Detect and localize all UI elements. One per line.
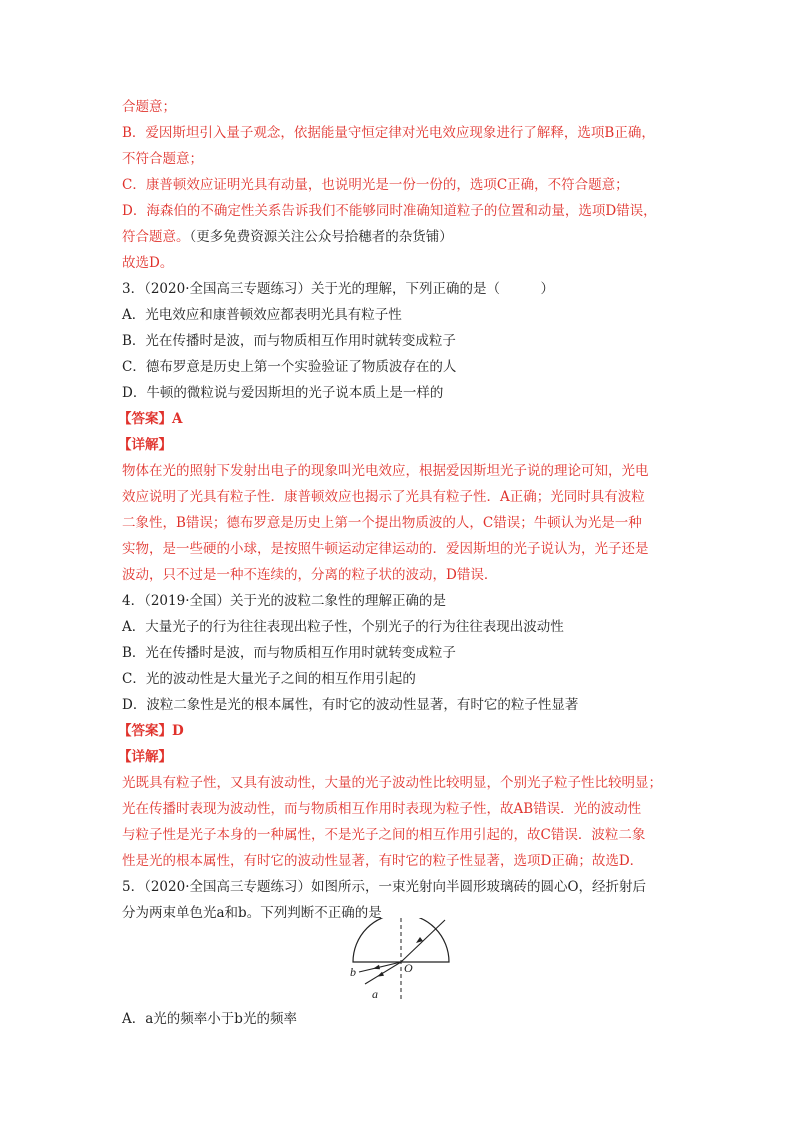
question-3-explanation: 效应说明了光具有粒子性．康普顿效应也揭示了光具有粒子性．A正确；光同时具有波粒 [122,489,645,505]
label-b: b [350,965,356,979]
ray-b-arrow [373,965,380,970]
refraction-figure [345,918,465,1053]
question-5-stem: 5．（2020·全国高三专题练习）如图所示，一束光射向半圆形玻璃砖的圆心O，经折射后 [122,879,647,895]
question-3-explanation: 二象性，B错误；德布罗意是历史上第一个提出物质波的人，C错误；牛顿认为光是一种 [122,515,642,531]
answer-value: D [172,723,184,739]
label-O: O [404,961,413,975]
question-3-answer [118,410,182,428]
question-4-explanation-tag: 【详解】 [118,749,172,765]
text-line: C．康普顿效应证明光具有动量，也说明光是一份一份的，选项C正确，不符合题意； [122,177,629,193]
label-a: a [372,987,378,1001]
text-line: 合题意； [122,99,176,115]
question-3-explanation: 物体在光的照射下发射出电子的现象叫光电效应，根据爱因斯坦光子说的理论可知，光电 [122,463,649,479]
question-4-option-d: D．波粒二象性是光的根本属性，有时它的波动性显著，有时它的粒子性显著 [122,697,579,713]
text-line: B．爱因斯坦引入量子观念，依据能量守恒定律对光电效应现象进行了解释，选项B正确， [122,125,655,141]
question-3-option-a: A．光电效应和康普顿效应都表明光具有粒子性 [122,307,402,323]
explanation-text: 符合题意。 [122,229,190,245]
answer-tag: 【答案】 [118,723,172,739]
question-5-option-a: A．a光的频率小于b光的频率 [122,1011,297,1027]
promo-note: （更多免费资源关注公众号拾穗者的杂货铺） [189,229,453,245]
question-4-stem: 4．（2019·全国）关于光的波粒二象性的理解正确的是 [122,593,446,609]
question-3-explanation: 波动，只不过是一种不连续的，分离的粒子状的波动，D错误． [122,567,498,583]
question-4-explanation: 与粒子性是光子本身的一种属性，不是光子之间的相互作用引起的，故C错误．波粒二象 [122,827,646,843]
question-4-explanation: 光既具有粒子性，又具有波动性，大量的光子波动性比较明显，个别光子粒子性比较明显； [122,775,662,791]
question-3-option-d: D．牛顿的微粒说与爱因斯坦的光子说本质上是一样的 [122,385,444,401]
text-line [122,228,453,246]
question-4-explanation: 性是光的根本属性，有时它的波动性显著，有时它的粒子性显著，选项D正确；故选D． [122,853,644,869]
refraction-diagram [345,918,465,1008]
question-3-explanation: 实物，是一些硬的小球，是按照牛顿运动定律运动的．爱因斯坦的光子说认为，光子还是 [122,541,649,557]
question-3-explanation-tag: 【详解】 [118,437,172,453]
question-4-option-a: A．大量光子的行为往往表现出粒子性，个别光子的行为往往表现出波动性 [122,619,564,635]
ray-b [359,962,401,972]
answer-value: A [172,411,183,427]
question-3-option-c: C．德布罗意是历史上第一个实验验证了物质波存在的人 [122,359,457,375]
ray-a [365,962,401,984]
answer-tag: 【答案】 [118,411,172,427]
text-line: 不符合题意； [122,151,203,167]
question-5-stem: 分为两束单色光a和b。下列判断不正确的是 [122,905,382,921]
text-line [122,202,657,220]
question-4-answer [118,722,184,740]
question-4-option-c: C．光的波动性是大量光子之间的相互作用引起的 [122,671,416,687]
explanation-text: D．海森伯的不确定性关系告诉我们不能够同时准确知道粒子的位置和动量，选项D错误， [122,203,657,219]
question-3-stem: 3．（2020·全国高三专题练习）关于光的理解，下列正确的是（ ） [122,281,554,297]
question-4-option-b: B．光在传播时是波，而与物质相互作用时就转变成粒子 [122,645,456,661]
text-line: 故选D。 [122,255,174,271]
question-4-explanation: 光在传播时表现为波动性，而与物质相互作用时表现为粒子性，故AB错误．光的波动性 [122,801,642,817]
question-3-option-b: B．光在传播时是波，而与物质相互作用时就转变成粒子 [122,333,456,349]
